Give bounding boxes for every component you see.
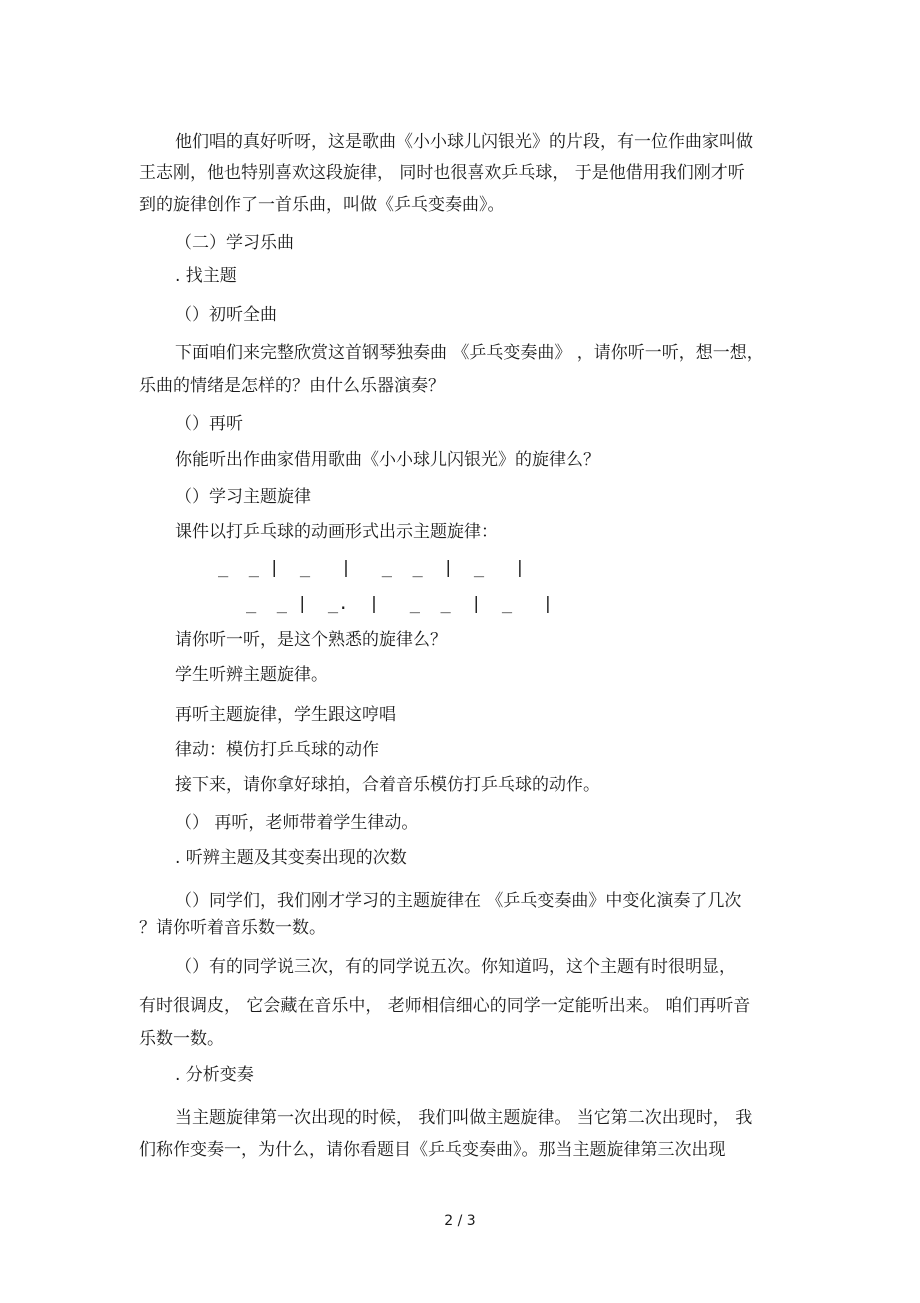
paragraph-line: （）有的同学说三次，有的同学说五次。你知道吗，这个主题有时很明显， bbox=[175, 957, 736, 977]
paragraph-line: 接下来，请你拿好球拍，合着音乐模仿打乒乓球的动作。 bbox=[175, 775, 600, 795]
subsection-heading: . 分析变奏 bbox=[175, 1065, 254, 1085]
paragraph-line: 王志刚，他也特别喜欢这段旋律， 同时也很喜欢乒乓球， 于是他借用我们刚才听 bbox=[139, 163, 745, 183]
paragraph-line: 你能听出作曲家借用歌曲《小小球儿闪银光》的旋律么？ bbox=[175, 450, 600, 470]
paragraph-line: 当主题旋律第一次出现的时候， 我们叫做主题旋律。 当它第二次出现时， 我 bbox=[175, 1108, 753, 1128]
section-heading: （二）学习乐曲 bbox=[175, 233, 294, 253]
paragraph-line: 课件以打乒乓球的动画形式出示主题旋律： bbox=[175, 522, 498, 542]
paragraph-line: 下面咱们来完整欣赏这首钢琴独奏曲 《乒乓变奏曲》 ，请你听一听，想一想， bbox=[175, 343, 764, 363]
subsection-heading: . 听辨主题及其变奏出现的次数 bbox=[175, 848, 407, 868]
step-heading: （） 再听，老师带着学生律动。 bbox=[175, 813, 419, 833]
melody-notation-line-2: _ _ | _. | _ _ | _ | bbox=[246, 594, 554, 614]
step-heading: （）学习主题旋律 bbox=[175, 487, 311, 507]
paragraph-line: 有时很调皮， 它会藏在音乐中， 老师相信细心的同学一定能听出来。 咱们再听音 bbox=[139, 996, 751, 1016]
paragraph-line: 再听主题旋律，学生跟这哼唱 bbox=[175, 705, 396, 725]
paragraph-line: 律动：模仿打乒乓球的动作 bbox=[175, 740, 379, 760]
step-heading: （）初听全曲 bbox=[175, 305, 277, 325]
page-number: 2 / 3 bbox=[444, 1213, 476, 1229]
melody-notation-line-1: _ _ | _ | _ _ | _ | bbox=[218, 558, 526, 578]
paragraph-line: 们称作变奏一，为什么，请你看题目《乒乓变奏曲》。那当主题旋律第三次出现 bbox=[139, 1140, 726, 1160]
subsection-heading: . 找主题 bbox=[175, 266, 237, 286]
paragraph-line: 乐曲的情绪是怎样的？由什么乐器演奏？ bbox=[139, 376, 445, 396]
paragraph-line: （）同学们，我们刚才学习的主题旋律在 《乒乓变奏曲》中变化演奏了几次 bbox=[175, 891, 742, 911]
paragraph-line: 到的旋律创作了一首乐曲，叫做《乒乓变奏曲》。 bbox=[139, 195, 505, 215]
paragraph-line: 他们唱的真好听呀，这是歌曲《小小球儿闪银光》的片段，有一位作曲家叫做 bbox=[175, 132, 753, 152]
paragraph-line: 学生听辨主题旋律。 bbox=[175, 665, 328, 685]
paragraph-line: 请你听一听，是这个熟悉的旋律么？ bbox=[175, 630, 447, 650]
step-heading: （）再听 bbox=[175, 414, 243, 434]
paragraph-line: 乐数一数。 bbox=[139, 1029, 224, 1049]
paragraph-line: ？请你听着音乐数一数。 bbox=[139, 918, 326, 938]
